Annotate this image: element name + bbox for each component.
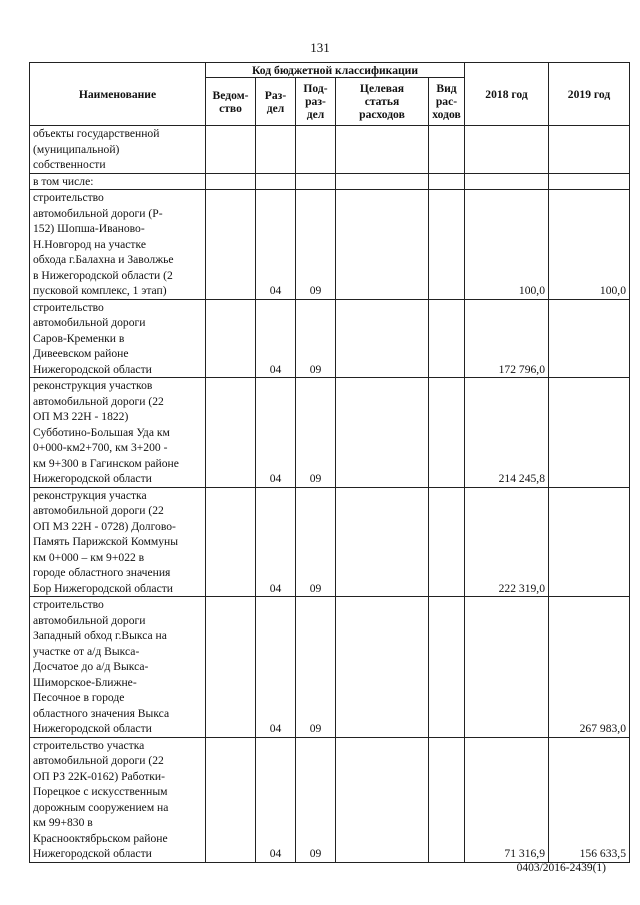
cell-razdel [256, 173, 296, 190]
cell-2019: 156 633,5 [549, 737, 630, 862]
cell-ved [206, 737, 256, 862]
cell-celevaya [336, 487, 429, 597]
header-podrazdel: Под- раз- дел [296, 78, 336, 126]
cell-vid [429, 299, 465, 378]
cell-ved [206, 126, 256, 174]
cell-vid [429, 737, 465, 862]
cell-2019: 267 983,0 [549, 597, 630, 738]
cell-2018 [465, 173, 549, 190]
cell-2019 [549, 299, 630, 378]
cell-razdel: 04 [256, 737, 296, 862]
cell-2019 [549, 126, 630, 174]
cell-vid [429, 126, 465, 174]
row-name: в том числе: [30, 173, 206, 190]
cell-vid [429, 190, 465, 300]
cell-ved [206, 190, 256, 300]
cell-vid [429, 173, 465, 190]
row-name: строительство автомобильной дороги Западный обход г.Выкса на участке от а/д Выкса- Досчатое до а/д Выкса- Шиморское-Ближне- Песочное в городе областного значения Выкса Нижегородской области [30, 597, 206, 738]
table-row [30, 487, 630, 597]
cell-celevaya [336, 597, 429, 738]
cell-2019 [549, 487, 630, 597]
cell-ved [206, 173, 256, 190]
row-name: строительство автомобильной дороги Саров-Кременки в Дивеевском районе Нижегородской области [30, 299, 206, 378]
cell-podrazdel: 09 [296, 190, 336, 300]
header-budget-code-group: Код бюджетной классификации [206, 63, 465, 78]
cell-2018 [465, 126, 549, 174]
row-name: строительство автомобильной дороги (Р- 152) Шопша-Иваново- Н.Новгород на участке обхода г.Балахна и Заволжье в Нижегородской области (2 пусковой комплекс, 1 этап) [30, 190, 206, 300]
table-row [30, 173, 630, 190]
cell-2019 [549, 173, 630, 190]
table-row [30, 299, 630, 378]
document-code: 0403/2016-2439(1) [516, 862, 606, 874]
table-row [30, 190, 630, 300]
cell-vid [429, 597, 465, 738]
cell-podrazdel [296, 126, 336, 174]
cell-ved [206, 378, 256, 488]
cell-celevaya [336, 299, 429, 378]
header-celevaya: Целевая статья расходов [336, 78, 429, 126]
cell-ved [206, 487, 256, 597]
cell-razdel: 04 [256, 190, 296, 300]
header-vid: Вид рас- ходов [429, 78, 465, 126]
cell-2018: 71 316,9 [465, 737, 549, 862]
cell-2018: 214 245,8 [465, 378, 549, 488]
table-row [30, 378, 630, 488]
cell-razdel: 04 [256, 378, 296, 488]
cell-podrazdel: 09 [296, 299, 336, 378]
cell-2019: 100,0 [549, 190, 630, 300]
header-razdel: Раз- дел [256, 78, 296, 126]
cell-celevaya [336, 378, 429, 488]
cell-razdel [256, 126, 296, 174]
cell-2018: 172 796,0 [465, 299, 549, 378]
row-name: строительство участка автомобильной дороги (22 ОП РЗ 22К-0162) Работки- Порецкое с искусственным дорожным сооружением на км 99+830 в Краснооктябрьском районе Нижегородской области [30, 737, 206, 862]
cell-2018: 100,0 [465, 190, 549, 300]
cell-podrazdel: 09 [296, 378, 336, 488]
cell-podrazdel: 09 [296, 737, 336, 862]
cell-ved [206, 299, 256, 378]
cell-celevaya [336, 173, 429, 190]
row-name: реконструкция участка автомобильной дороги (22 ОП МЗ 22Н - 0728) Долгово- Память Парижской Коммуны км 0+000 – км 9+022 в городе областного значения Бор Нижегородской области [30, 487, 206, 597]
cell-vid [429, 487, 465, 597]
table-row [30, 597, 630, 738]
cell-razdel: 04 [256, 299, 296, 378]
cell-celevaya [336, 190, 429, 300]
cell-2019 [549, 378, 630, 488]
table-row [30, 126, 630, 174]
cell-podrazdel [296, 173, 336, 190]
cell-2018 [465, 597, 549, 738]
cell-celevaya [336, 737, 429, 862]
table-row [30, 737, 630, 862]
row-name: объекты государственной (муниципальной) собственности [30, 126, 206, 174]
header-vedomstvo: Ведом- ство [206, 78, 256, 126]
row-name: реконструкция участков автомобильной дороги (22 ОП МЗ 22Н - 1822) Субботино-Большая Уда км 0+000-км2+700, км 3+200 - км 9+300 в Гагинском районе Нижегородской области [30, 378, 206, 488]
cell-razdel: 04 [256, 487, 296, 597]
cell-2018: 222 319,0 [465, 487, 549, 597]
cell-podrazdel: 09 [296, 597, 336, 738]
cell-celevaya [336, 126, 429, 174]
cell-ved [206, 597, 256, 738]
budget-table [29, 62, 630, 863]
header-2018: 2018 год [465, 63, 549, 126]
page-number: 131 [310, 40, 330, 55]
cell-vid [429, 378, 465, 488]
header-name: Наименование [30, 63, 206, 126]
header-2019: 2019 год [549, 63, 630, 126]
cell-podrazdel: 09 [296, 487, 336, 597]
cell-razdel: 04 [256, 597, 296, 738]
